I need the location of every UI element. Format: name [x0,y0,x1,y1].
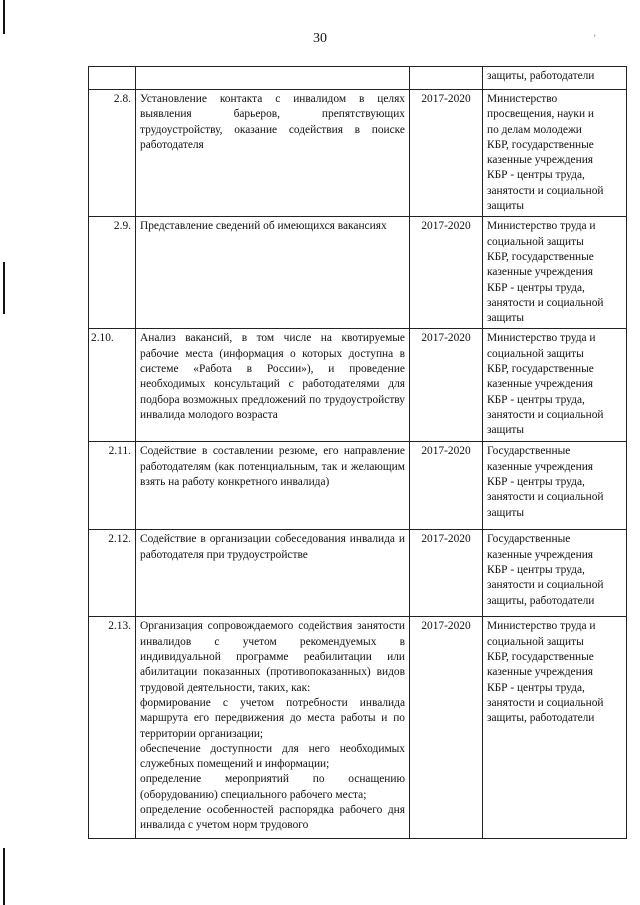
row-responsible [483,67,627,90]
responsible-line: занятости и социальной [487,696,604,709]
responsible-line: защиты, работодатели [487,70,595,82]
responsible-line: КБР - центры труда, [487,393,585,406]
responsible-line: КБР, государственные [487,651,594,664]
row-period: 2017-2020 [410,530,483,617]
responsible-line: защиты [487,312,525,325]
responsible-line: занятости и социальной [487,296,604,309]
page-number: 30 [313,31,327,46]
row-responsible [483,329,627,442]
responsible-line: социальной защиты [487,347,584,360]
responsible-line: КБР - центры труда, [487,169,585,182]
responsible-line: казенные учреждения [487,378,594,391]
responsible-line: КБР - центры труда, [487,564,585,577]
responsible-line: казенные учреждения [487,548,594,561]
binding-mark-bottom [3,848,5,905]
row-description: Установление контакта с инвалидом в целях выявления барьеров, препятствующих трудоустройству, оказание содействия в поиске работодателя [136,90,410,217]
responsible-line: защиты [487,424,525,437]
row-responsible [483,617,627,839]
description-paragraph: обеспечение доступности для него необходимых служебных помещений и информации; [140,742,405,771]
row-period: 2017-2020 [410,617,483,839]
row-description: Содействие в организации собеседования инвалида и работодателя при трудоустройстве [136,530,410,617]
responsible-line: защиты, работодатели [487,712,595,725]
responsible-line: казенные учреждения [487,666,594,679]
responsible-line: занятости и социальной [487,491,604,504]
responsible-line: казенные учреждения [487,266,594,279]
description-paragraph: Организация сопровождаемого содействия занятости инвалидов с учетом рекомендуемых в индивидуальной программе реабилитации или абилитации показанных (противопоказанных) видов трудовой деятельности, таких, как: [140,620,405,694]
measures-table [88,66,627,839]
row-number: 2.12. [89,530,136,617]
description-paragraph: определение особенностей распорядка рабочего дня инвалида с учетом норм трудового [140,804,405,832]
table-row [89,67,627,90]
responsible-line: Министерство труда и [487,220,596,233]
row-number: 2.10. [89,329,136,442]
row-number: 2.13. [89,617,136,839]
row-responsible [483,217,627,329]
row-description [136,67,410,90]
row-period [410,67,483,90]
row-period: 2017-2020 [410,442,483,530]
responsible-line: социальной защиты [487,235,584,248]
responsible-line: КБР - центры труда, [487,281,585,294]
responsible-line: защиты [487,506,525,519]
row-responsible [483,530,627,617]
responsible-line: КБР, государственные [487,250,594,263]
responsible-line: по делам молодежи [487,123,582,136]
row-number: 2.11. [89,442,136,530]
responsible-line: КБР - центры труда, [487,681,585,694]
description-paragraph: формирование с учетом потребности инвалида маршрута его передвижения до места работы и по территории организации; [140,696,405,740]
description-paragraph: определение мероприятий по оснащению (оборудованию) специального рабочего места; [140,773,405,801]
responsible-line: занятости и социальной [487,184,604,197]
responsible-line: Государственные [487,445,571,458]
row-responsible [483,90,627,217]
corner-mark: ʾ [593,34,597,45]
table-row [89,617,627,839]
responsible-line: просвещения, науки и [487,108,594,121]
responsible-line: защиты, работодатели [487,594,595,607]
row-number: 2.8. [89,90,136,217]
responsible-line: КБР, государственные [487,138,594,151]
responsible-line: Министерство труда и [487,620,596,633]
row-period: 2017-2020 [410,217,483,329]
table-row [89,442,627,530]
table-row [89,217,627,329]
row-period: 2017-2020 [410,90,483,217]
responsible-line: защиты [487,200,525,213]
responsible-line: КБР, государственные [487,363,594,376]
responsible-line: казенные учреждения [487,154,594,167]
row-period: 2017-2020 [410,329,483,442]
responsible-line: Министерство [487,93,558,105]
responsible-line: Министерство труда и [487,332,596,345]
row-description: Содействие в составлении резюме, его направление работодателям (как потенциальным, так и желающим взять на работу конкретного инвалида) [136,442,410,530]
binding-mark-top [3,0,5,34]
row-description: Представление сведений об имеющихся вакансиях [136,217,410,329]
responsible-line: занятости и социальной [487,408,604,421]
row-description [136,617,410,839]
table-row [89,329,627,442]
responsible-line: КБР - центры труда, [487,476,585,489]
table-row [89,530,627,617]
row-number [89,67,136,90]
responsible-line: занятости и социальной [487,579,604,592]
responsible-line: казенные учреждения [487,460,594,473]
row-responsible [483,442,627,530]
binding-mark-middle [3,262,5,314]
table-row [89,90,627,217]
row-number: 2.9. [89,217,136,329]
responsible-line: социальной защиты [487,635,584,648]
row-description: Анализ вакансий, в том числе на квотируемые рабочие места (информация о которых доступна в системе «Работа в России»), и проведение необходимых консультаций с работодателями для подбора возможных предложений по трудоустройству инвалида молодого возраста [136,329,410,442]
responsible-line: Государственные [487,533,571,546]
